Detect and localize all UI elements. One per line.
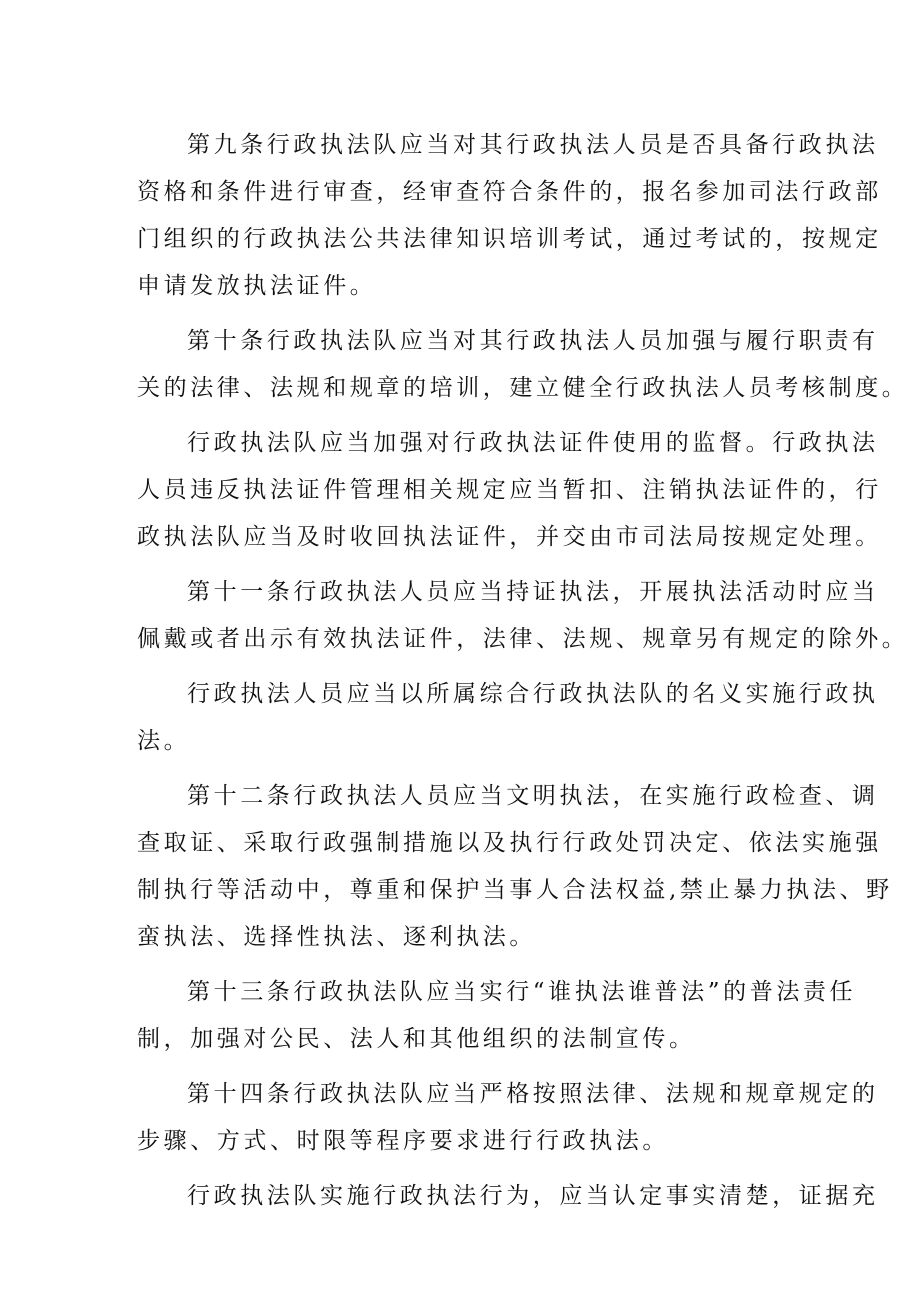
paragraph-article-11 (137, 569, 909, 663)
paragraph-article-10-clause-2 (137, 420, 882, 561)
text-line: 第九条行政执法队应当对其行政执法人员是否具备行政执法 (187, 132, 879, 158)
text-line: 行政执法队实施行政执法行为，应当认定事实清楚，证据充 (187, 1183, 879, 1209)
text-line: 申请发放执法证件。 (137, 273, 377, 299)
text-line: 第十一条行政执法人员应当持证执法，开展执法活动时应当 (187, 579, 879, 605)
text-line: 蛮执法、选择性执法、逐利执法。 (137, 924, 536, 950)
paragraph-article-9 (137, 122, 882, 310)
text-line: 政执法队应当及时收回执法证件，并交由市司法局按规定处理。 (137, 524, 882, 550)
paragraph-article-10 (137, 318, 909, 412)
text-line: 法。 (137, 728, 191, 754)
text-line: 门组织的行政执法公共法律知识培训考试，通过考试的，按规定 (137, 226, 882, 252)
text-line: 佩戴或者出示有效执法证件，法律、法规、规章另有规定的除外。 (137, 626, 909, 652)
text-line: 步骤、方式、时限等程序要求进行行政执法。 (137, 1128, 669, 1154)
paragraph-article-13 (137, 969, 857, 1063)
paragraph-article-11-clause-2 (137, 671, 879, 765)
text-line: 制，加强对公民、法人和其他组织的法制宣传。 (137, 1026, 696, 1052)
text-line: 第十二条行政执法人员应当文明执法，在实施行政检查、调 (187, 783, 879, 809)
text-line: 第十三条行政执法队应当实行“谁执法谁普法”的普法责任 (187, 979, 857, 1005)
paragraph-article-14-clause-2 (137, 1173, 879, 1220)
text-line: 第十条行政执法队应当对其行政执法人员加强与履行职责有 (187, 328, 879, 354)
text-line: 制执行等活动中，尊重和保护当事人合法权益,禁止暴力执法、野 (137, 877, 893, 903)
text-line: 行政执法队应当加强对行政执法证件使用的监督。行政执法 (187, 430, 879, 456)
text-line: 关的法律、法规和规章的培训，建立健全行政执法人员考核制度。 (137, 375, 909, 401)
paragraph-article-14 (137, 1071, 879, 1165)
text-line: 人员违反执法证件管理相关规定应当暂扣、注销执法证件的，行 (137, 477, 882, 503)
text-line: 查取证、采取行政强制措施以及执行行政处罚决定、依法实施强 (137, 830, 882, 856)
document-body (137, 122, 909, 1228)
text-line: 行政执法人员应当以所属综合行政执法队的名义实施行政执 (187, 681, 879, 707)
text-line: 第十四条行政执法队应当严格按照法律、法规和规章规定的 (187, 1081, 879, 1107)
paragraph-article-12 (137, 773, 893, 961)
text-line: 资格和条件进行审查，经审查符合条件的，报名参加司法行政部 (137, 179, 882, 205)
